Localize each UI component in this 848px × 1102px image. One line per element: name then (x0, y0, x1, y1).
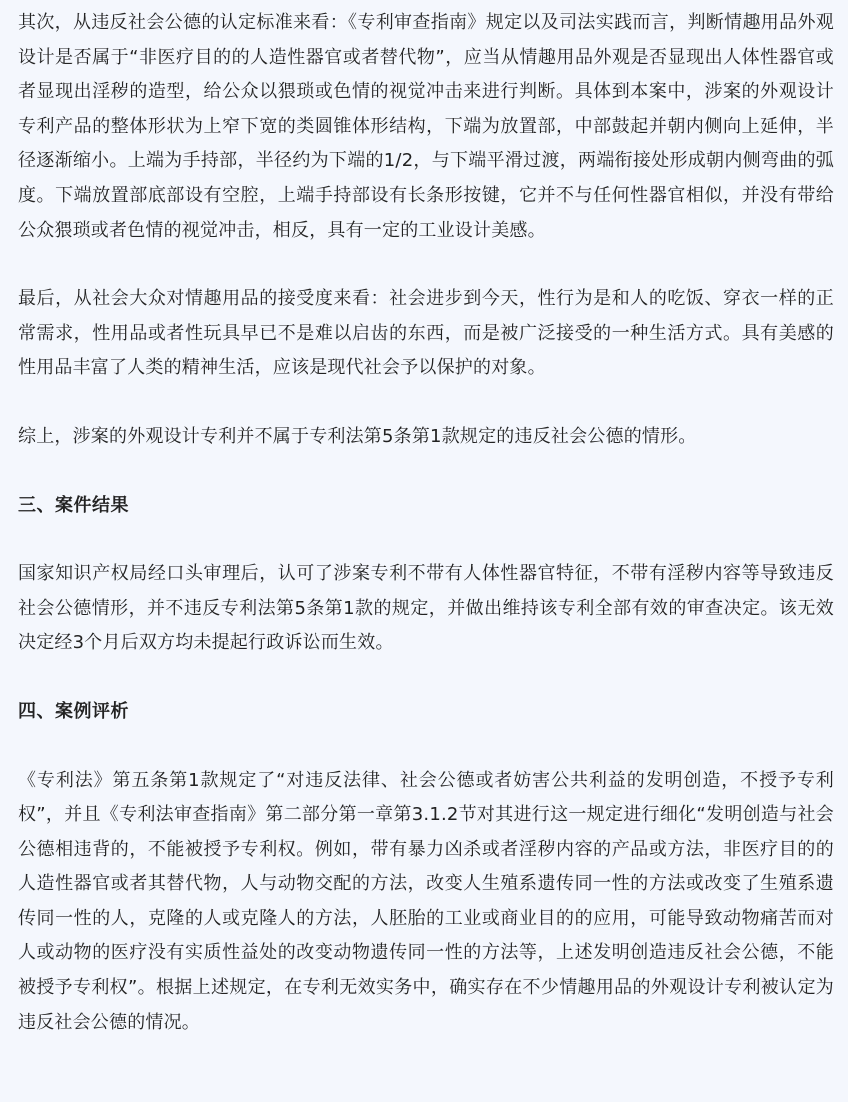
paragraph-conclusion: 综上，涉案的外观设计专利并不属于专利法第5条第1款规定的违反社会公德的情形。 (18, 425, 697, 447)
paragraph-gap (18, 248, 834, 282)
paragraph-standard: 其次，从违反社会公德的认定标准来看：《专利审查指南》规定以及司法实践而言，判断情趣用品外观设计是否属于“非医疗目的的人造性器官或者替代物”，应当从情趣用品外观是否显现出人体性器官或者显现出淫秽的造型，给公众以猥琐或色情的视觉冲击来进行判断。具体到本案中，涉案的外观设计专利产品的整体形状为上窄下宽的类圆锥体形结构，下端为放置部，中部鼓起并朝内侧向上延伸，半径逐渐缩小。上端为手持部，半径约为下端的1/2，与下端平滑过渡，两端衔接处形成朝内侧弯曲的弧度。下端放置部底部设有空腔，上端手持部设有长条形按键，它并不与任何性器官相似，并没有带给公众猥琐或者色情的视觉冲击，相反，具有一定的工业设计美感。 (18, 12, 834, 241)
paragraph-gap (18, 386, 834, 420)
paragraph-gap (18, 523, 834, 557)
paragraph-gap (18, 455, 834, 489)
paragraph-analysis: 《专利法》第五条第1款规定了“对违反法律、社会公德或者妨害公共利益的发明创造，不授予专利权”，并且《专利法审查指南》第二部分第一章第3.1.2节对其进行这一规定进行细化“发明创造与社会公德相违背的，不能被授予专利权。例如，带有暴力凶杀或者淫秽内容的产品或方法，非医疗目的的人造性器官或者其替代物，人与动物交配的方法，改变人生殖系遗传同一性的方法或改变了生殖系遗传同一性的人，克隆的人或克隆人的方法，人胚胎的工业或商业目的的应用，可能导致动物痛苦而对人或动物的医疗没有实质性益处的改变动物遗传同一性的方法等，上述发明创造违反社会公德，不能被授予专利权”。根据上述规定，在专利无效实务中，确实存在不少情趣用品的外观设计专利被认定为违反社会公德的情况。 (18, 769, 834, 1033)
paragraph-acceptance: 最后，从社会大众对情趣用品的接受度来看：社会进步到今天，性行为是和人的吃饭、穿衣一样的正常需求，性用品或者性玩具早已不是难以启齿的东西，而是被广泛接受的一种生活方式。具有美感的性用品丰富了人类的精神生活，应该是现代社会予以保护的对象。 (18, 288, 834, 379)
paragraph-gap (18, 730, 834, 764)
paragraph-result: 国家知识产权局经口头审理后，认可了涉案专利不带有人体性器官特征，不带有淫秽内容等导致违反社会公德情形，并不违反专利法第5条第1款的规定，并做出维持该专利全部有效的审查决定。该无效决定经3个月后双方均未提起行政诉讼而生效。 (18, 563, 834, 654)
section-heading-analysis: 四、案例评析 (18, 700, 129, 722)
section-heading-result: 三、案件结果 (18, 494, 129, 516)
paragraph-gap (18, 661, 834, 695)
